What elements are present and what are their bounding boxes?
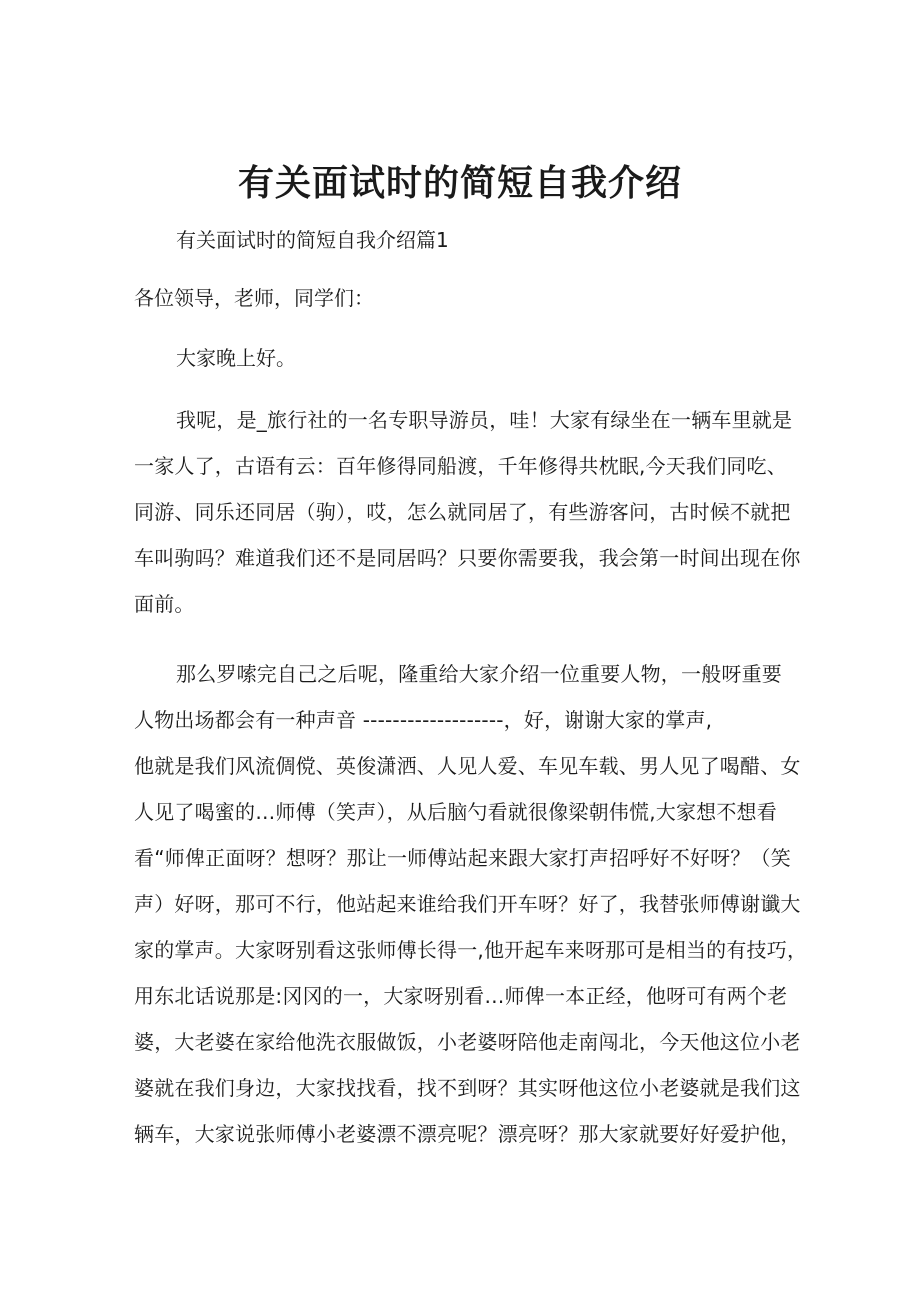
paragraph-line: 同游、同乐还同居（驹），哎，怎么就同居了，有些游客问，古时候不就把 xyxy=(134,500,791,524)
document-subtitle: 有关面试时的简短自我介绍篇1 xyxy=(176,228,449,252)
document-title: 有关面试时的简短自我介绍 xyxy=(237,163,682,204)
paragraph-line: 声）好呀，那可不行，他站起来谁给我们开车呀？好了，我替张师傅谢谶大 xyxy=(134,892,801,916)
paragraph-line: 他就是我们风流倜傥、英俊潇洒、人见人爱、车见车载、男人见了喝醋、女 xyxy=(134,754,801,778)
paragraph-line: 面前。 xyxy=(134,592,195,616)
paragraph-line: 婆就在我们身边，大家找找看，找不到呀？其实呀他这位小老婆就是我们这 xyxy=(134,1076,801,1100)
paragraph-line: 人物出场都会有一种声音 -------------------，好，谢谢大家的掌声, xyxy=(134,708,713,732)
paragraph-driver xyxy=(134,660,808,1166)
paragraph-line: 家的掌声。大家呀别看这张师傅长得一,他开起车来呀那可是相当的有技巧， xyxy=(134,938,808,962)
salutation: 各位领导，老师，同学们： xyxy=(134,286,374,310)
paragraph-line: 那么罗嗦完自己之后呢，隆重给大家介绍一位重要人物，一般呀重要 xyxy=(176,662,782,686)
paragraph-line: 辆车，大家说张师傅小老婆漂不漂亮呢？漂亮呀？那大家就要好好爱护他， xyxy=(134,1122,801,1146)
paragraph-line: 人见了喝蜜的…师傅（笑声），从后脑勺看就很像梁朝伟慌,大家想不想看 xyxy=(134,800,777,824)
paragraph-line: 看“师俾正面呀？想呀？那让一师傅站起来跟大家打声招呼好不好呀？（笑 xyxy=(134,846,791,870)
paragraph-line: 一家人了，古语有云：百年修得同船渡，千年修得共枕眠,今天我们同吃、 xyxy=(134,454,787,478)
paragraph-line: 车叫驹吗？难道我们还不是同居吗？只要你需要我，我会第一时间出现在你 xyxy=(134,546,801,570)
paragraph-intro xyxy=(134,406,801,636)
paragraph-line: 用东北话说那是:冈冈的一，大家呀别看…师俾一本正经，他呀可有两个老 xyxy=(134,984,788,1008)
paragraph-line: 婆，大老婆在家给他洗衣服做饭，小老婆呀陪他走南闯北，今天他这位小老 xyxy=(134,1030,801,1054)
greeting: 大家晚上好。 xyxy=(176,346,296,370)
paragraph-line: 我呢，是_旅行社的一名专职导游员，哇！大家有绿坐在一辆车里就是 xyxy=(176,408,793,432)
